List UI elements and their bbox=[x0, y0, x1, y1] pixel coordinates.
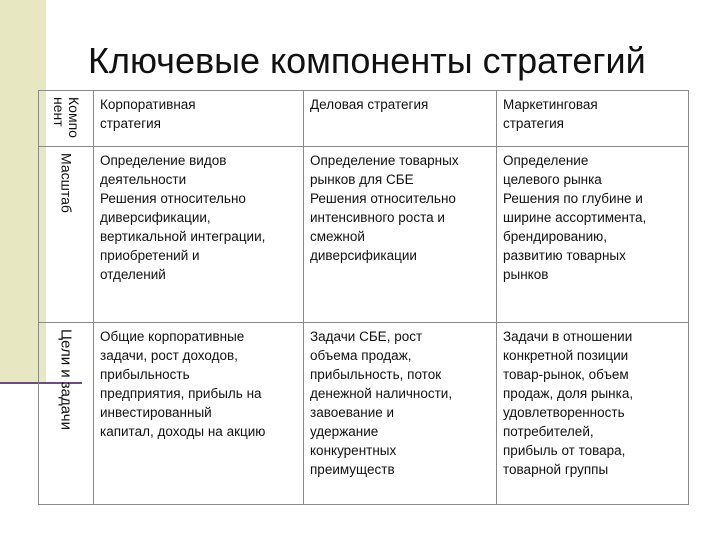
table-row-goals bbox=[39, 323, 689, 505]
slide-title: Ключевые компоненты стратегий bbox=[88, 40, 646, 81]
table-cell: Общие корпоративные задачи, рост доходов, прибыльность предприятия, прибыль на инвестированный капитал, доходы на акцию bbox=[94, 323, 304, 505]
table-cell: Задачи СБЕ, рост объема продаж, прибыльность, поток денежной наличности, завоевание и удержание конкурентных преимуществ bbox=[304, 323, 497, 505]
table-row-scope bbox=[39, 147, 689, 323]
row-label-goals: Цели и задачи bbox=[57, 329, 75, 430]
row-header-scope bbox=[39, 147, 94, 323]
table-cell: Определение целевого рынка Решения по глубине и ширине ассортимента, брендированию, развитию товарных рынков bbox=[497, 147, 689, 323]
row-header-goals bbox=[39, 323, 94, 505]
row-header-label: Компо нент bbox=[51, 97, 82, 138]
table-cell: Задачи в отношении конкретной позиции товар-рынок, объем продаж, доля рынка, удовлетворенность потребителей, прибыль от товара, товарной группы bbox=[497, 323, 689, 505]
table-cell: Определение товарных рынков для СБЕ Решения относительно интенсивного роста и смежной диверсификации bbox=[304, 147, 497, 323]
column-header-marketing: Маркетинговая стратегия bbox=[497, 91, 689, 147]
row-header-component bbox=[39, 91, 94, 147]
table-header-row bbox=[39, 91, 689, 147]
strategy-components-table bbox=[38, 90, 689, 505]
row-label-scope: Масштаб bbox=[58, 153, 75, 213]
column-header-business: Деловая стратегия bbox=[304, 91, 497, 147]
table-cell: Определение видов деятельности Решения относительно диверсификации, вертикальной интеграции, приобретений и отделений bbox=[94, 147, 304, 323]
column-header-corporate: Корпоративная стратегия bbox=[94, 91, 304, 147]
